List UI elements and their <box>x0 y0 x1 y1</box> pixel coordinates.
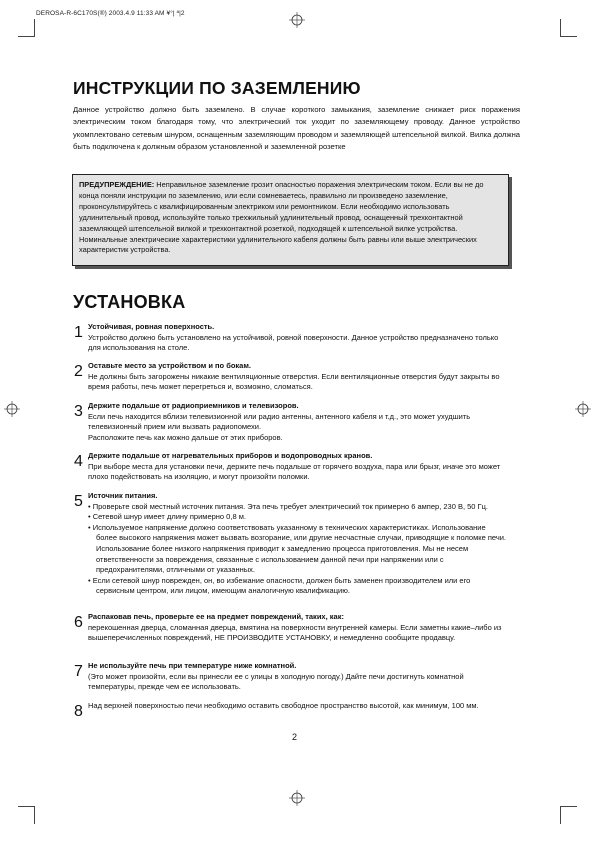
item-body: При выборе места для установки печи, держите печь подальше от горячего воздуха, пара или брызг, иначе это может плохо подействовать на изоляцию, и могут произойти поломки. <box>88 461 501 482</box>
registration-mark-icon <box>575 401 591 417</box>
print-header: DEROSA-R-6C170S(®) 2003.4.9 11:33 AM ¥°| ª|2 <box>36 10 185 17</box>
registration-mark-icon <box>4 401 20 417</box>
page-number: 2 <box>292 732 298 742</box>
item-title: Оставьте место за устройством и по бокам. <box>88 361 251 370</box>
item-number: 3 <box>74 403 83 420</box>
item-body: Не должны быть загорожены никакие вентиляционные отверстия. Если вентиляционные отверстия будут закрыты во время работы, печь может перегреться и, возможно, сломаться. <box>88 371 500 392</box>
item-body: Если печь находится вблизи телевизионной или радио антенны, антенного кабеля и т.д., это может ухудшить телевизионный прием или вызвать радиопомехи. <box>88 411 471 432</box>
item-title: Держите подальше от радиоприемников и телевизоров. <box>88 401 299 410</box>
grounding-intro: Данное устройство должно быть заземлено. В случае короткого замыкания, заземление снижает риск поражения электрическим током благодаря тому, что электрический ток уходит по заземляющему проводу. Данное устройство укомплектовано сетевым шнуром, оснащенным заземляющим проводом и заземляющей штепсельной вилкой. Вилка должна быть подключена к должным образом установленной и заземленной розетке <box>73 105 520 152</box>
registration-mark-icon <box>289 790 305 806</box>
item-number: 7 <box>74 663 83 680</box>
item-body: Устройство должно быть установлено на устойчивой, ровной поверхности. Данное устройство предназначено только для использования на столе. <box>88 332 499 353</box>
crop-mark <box>18 36 34 37</box>
item-title: Не используйте печь при температуре ниже комнатной. <box>88 661 297 670</box>
item-title: Держите подальше от нагревательных приборов и водопроводных кранов. <box>88 451 373 460</box>
list-item: • Если сетевой шнур поврежден, он, во избежание опасности, должен быть заменен производителем или его сервисным центром, или лицом, имеющим аналогичную квалификацию. <box>88 575 471 596</box>
crop-mark <box>34 19 35 37</box>
installation-title: УСТАНОВКА <box>73 292 186 312</box>
warning-text: Неправильное заземление грозит опасностью поражения электрическим током. Если вы не до конца поняли инструкции по заземлению, или если сомневаетесь, правильно ли произведено заземление, проконсультируйтесь с квалифицированным электриком или ремонтником. Если необходимо использовать удлинительный провод, используйте только трехжильный удлинительный провод, оснащенный трехконтактной заземляющей штепсельной вилкой и трехконтактной розеткой, подходящей к штепсельной вилке устройства. Номинальные электрические характеристики удлинительного кабеля должны быть равны или выше электрических характеристик устройства. <box>79 180 484 255</box>
item-body: перекошенная дверца, сломанная дверца, вмятина на поверхности внутренней камеры. Если заметны какие–либо из вышеперечисленных повреждений, НЕ ПРОИЗВОДИТЕ УСТАНОВКУ, и немедленно сообщите продавцу. <box>88 622 502 643</box>
crop-mark <box>561 36 577 37</box>
registration-mark-icon <box>289 12 305 28</box>
item-body: Над верхней поверхностью печи необходимо оставить свободное пространство высотой, как минимум, 100 мм. <box>88 701 479 710</box>
grounding-title: ИНСТРУКЦИИ ПО ЗАЗЕМЛЕНИЮ <box>73 78 361 98</box>
item-number: 6 <box>74 614 83 631</box>
crop-mark <box>560 806 561 824</box>
item-title: Распаковав печь, проверьте ее на предмет повреждений, таких, как: <box>88 612 344 621</box>
item-title: Источник питания. <box>88 491 158 500</box>
crop-mark <box>560 19 561 37</box>
list-item: • Используемое напряжение должно соответствовать указанному в технических характеристиках. Использование более высокого напряжения может вызвать возгорание, или другие несчастные случаи, приводящие к поломке печи. Использование более низкого напряжения приводит к замедлению процесса приготовления. Мы не несем ответственности за повреждения, связанные с использованием данной печи при напряжении или с предохранителями, отличными от указанных. <box>88 522 507 575</box>
item-body: Расположите печь как можно дальше от этих приборов. <box>88 432 283 442</box>
warning-box <box>72 174 509 266</box>
crop-mark <box>18 806 34 807</box>
warning-label: ПРЕДУПРЕЖДЕНИЕ: <box>79 180 155 189</box>
item-title: Устойчивая, ровная поверхность. <box>88 322 215 331</box>
item-number: 2 <box>74 363 83 380</box>
item-number: 8 <box>74 703 83 720</box>
list-item: • Сетевой шнур имеет длину примерно 0,8 м. <box>88 512 246 522</box>
item-body: (Это может произойти, если вы принесли ее с улицы в холодную погоду.) Дайте печи достигнуть комнатной температуры, прежде чем ее использовать. <box>88 671 464 692</box>
crop-mark <box>34 806 35 824</box>
item-number: 5 <box>74 493 83 510</box>
item-number: 4 <box>74 453 83 470</box>
crop-mark <box>561 806 577 807</box>
item-number: 1 <box>74 324 83 341</box>
list-item: • Проверьте свой местный источник питания. Эта печь требует электрический ток примерно 6 ампер, 230 В, 50 Гц. <box>88 501 489 511</box>
